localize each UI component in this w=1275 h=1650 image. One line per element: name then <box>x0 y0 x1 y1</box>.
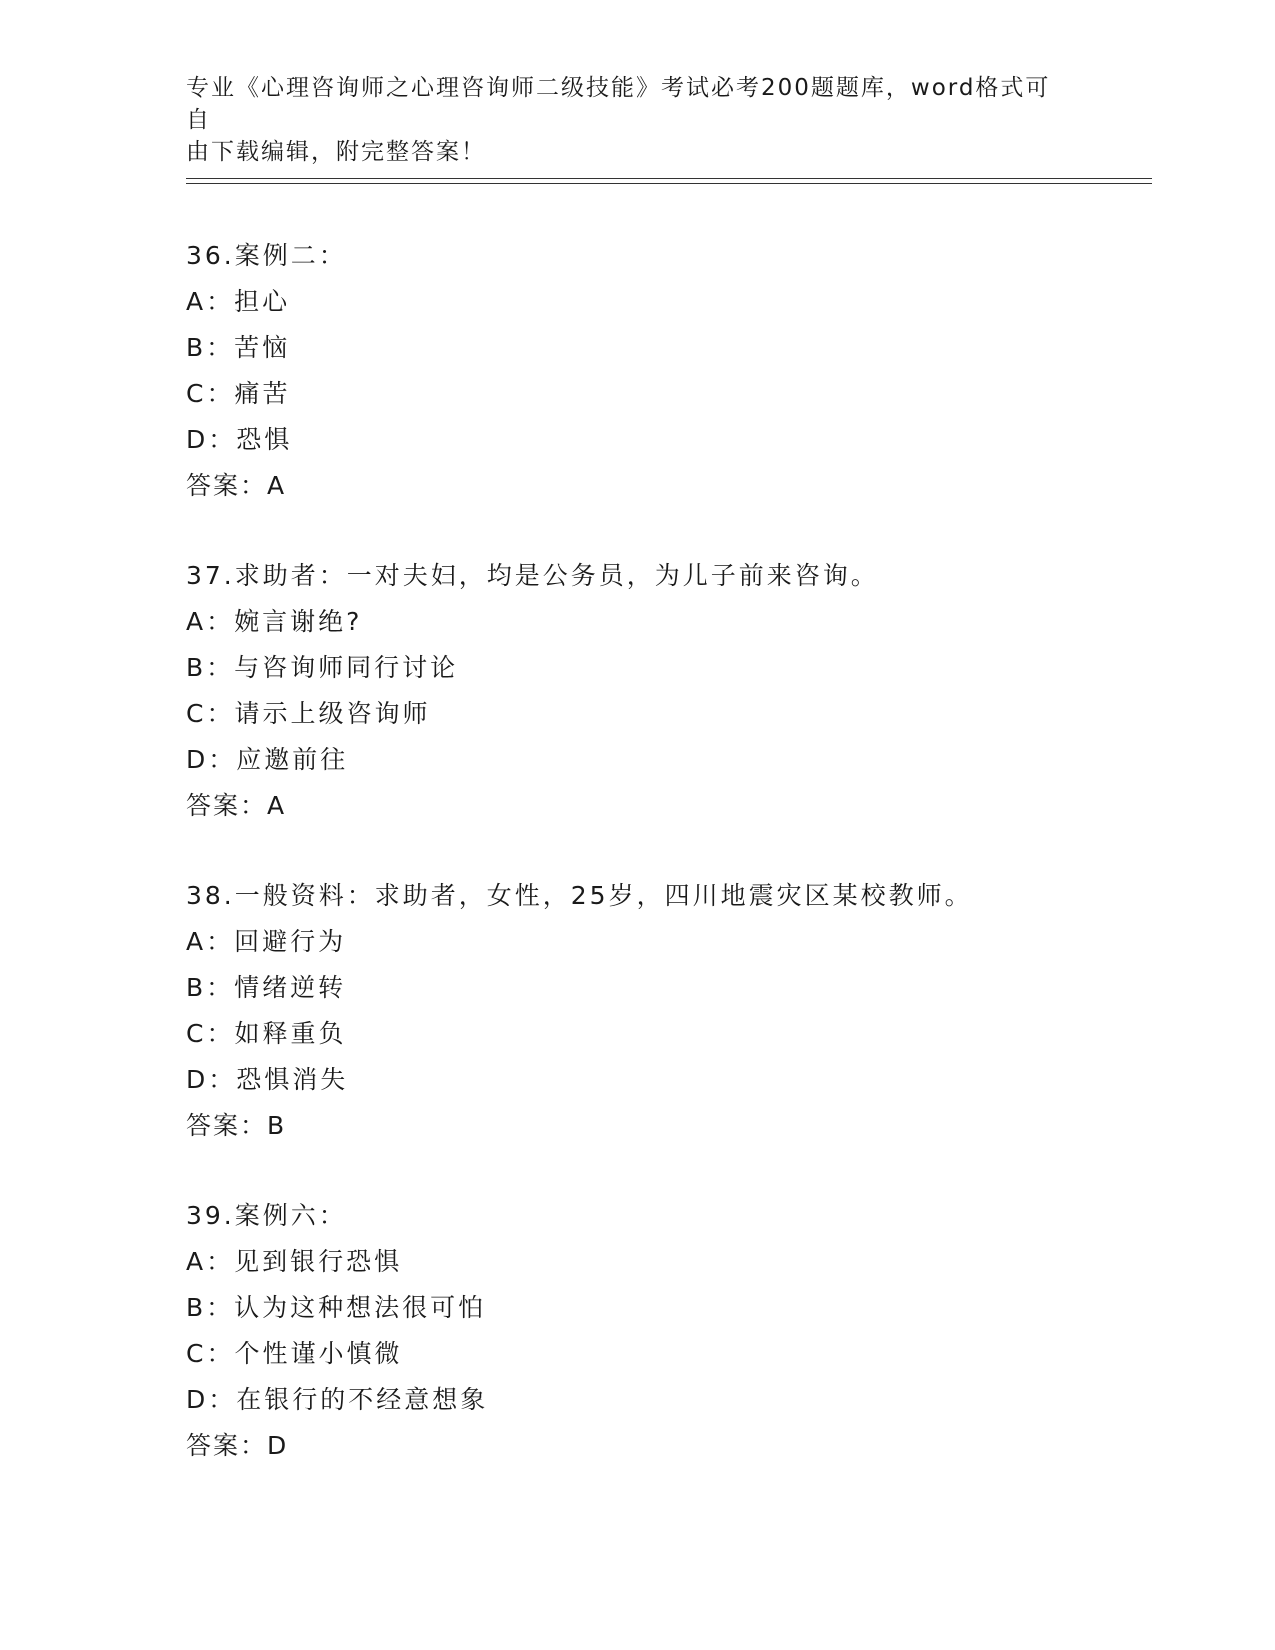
option-c: C：痛苦 <box>186 379 291 408</box>
header-line-2: 由下载编辑，附完整答案！ <box>186 139 486 165</box>
answer-line: 答案：A <box>186 791 287 820</box>
option-a: A：婉言谢绝? <box>186 607 363 636</box>
header-divider-bottom <box>186 183 1152 184</box>
question-39 <box>186 1193 1126 1469</box>
question-36 <box>186 233 1126 509</box>
question-38 <box>186 873 1126 1149</box>
header-divider-top <box>186 178 1152 179</box>
question-stem: 38.一般资料：求助者，女性，25岁，四川地震灾区某校教师。 <box>186 881 973 910</box>
answer-line: 答案：B <box>186 1111 287 1140</box>
option-c: C：如释重负 <box>186 1019 347 1048</box>
option-b: B：认为这种想法很可怕 <box>186 1293 487 1322</box>
question-37 <box>186 553 1126 829</box>
answer-line: 答案：A <box>186 471 287 500</box>
option-a: A：见到银行恐惧 <box>186 1247 403 1276</box>
question-stem: 39.案例六： <box>186 1201 347 1230</box>
option-b: B：苦恼 <box>186 333 291 362</box>
option-d: D：恐惧 <box>186 425 293 454</box>
option-a: A：担心 <box>186 287 291 316</box>
header-line-1: 专业《心理咨询师之心理咨询师二级技能》考试必考200题题库，word格式可自 <box>186 75 1051 133</box>
answer-line: 答案：D <box>186 1431 289 1460</box>
option-d: D：在银行的不经意想象 <box>186 1385 489 1414</box>
option-c: C：请示上级咨询师 <box>186 699 431 728</box>
option-b: B：情绪逆转 <box>186 973 347 1002</box>
option-c: C：个性谨小慎微 <box>186 1339 403 1368</box>
question-stem: 37.求助者：一对夫妇，均是公务员，为儿子前来咨询。 <box>186 561 879 590</box>
document-header <box>186 72 1066 168</box>
option-b: B：与咨询师同行讨论 <box>186 653 459 682</box>
question-stem: 36.案例二： <box>186 241 347 270</box>
option-d: D：应邀前往 <box>186 745 349 774</box>
option-d: D：恐惧消失 <box>186 1065 349 1094</box>
option-a: A：回避行为 <box>186 927 347 956</box>
